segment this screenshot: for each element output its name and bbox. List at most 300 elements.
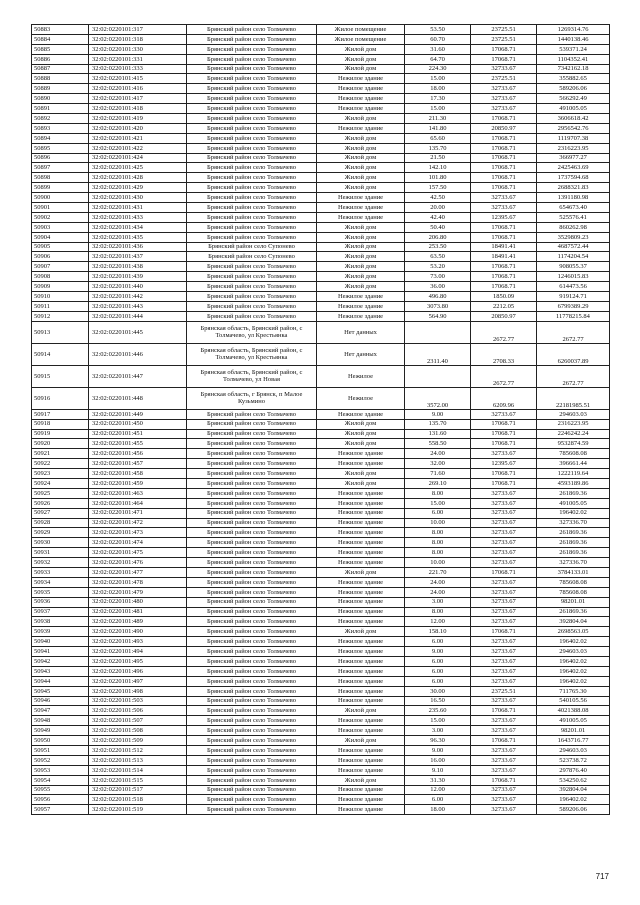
table-row — [32, 409, 610, 419]
specific-value-cell: 32733.67 — [471, 597, 537, 607]
area-cell: 31.30 — [405, 775, 471, 785]
address-cell: Брянский район село Толмачево — [187, 558, 317, 568]
table-row — [32, 617, 610, 627]
cadastral-value-cell: 614473.56 — [537, 282, 610, 292]
address-cell: Брянский район село Толмачево — [187, 439, 317, 449]
cadastral-value-cell: 589206.06 — [537, 84, 610, 94]
address-cell: Брянский район село Толмачево — [187, 212, 317, 222]
object-type-cell: Жилой дом — [317, 706, 405, 716]
area-cell: 8.00 — [405, 488, 471, 498]
table-row — [32, 637, 610, 647]
table-row — [32, 746, 610, 756]
object-type-cell: Нежилое здание — [317, 301, 405, 311]
row-number-cell: 50944 — [32, 676, 89, 686]
area-cell: 15.00 — [405, 74, 471, 84]
area-cell: 71.60 — [405, 469, 471, 479]
specific-value-cell: 17068.71 — [471, 429, 537, 439]
area-cell: 141.80 — [405, 123, 471, 133]
specific-value-cell: 17068.71 — [471, 173, 537, 183]
area-cell: 96.30 — [405, 736, 471, 746]
area-cell: 3.00 — [405, 597, 471, 607]
row-number-cell: 50900 — [32, 193, 89, 203]
area-cell: 206.80 — [405, 232, 471, 242]
cadastral-number-cell: 32:02:0220101:475 — [89, 548, 187, 558]
cadastral-number-cell: 32:02:0220101:416 — [89, 84, 187, 94]
cadastral-number-cell: 32:02:0220101:438 — [89, 262, 187, 272]
address-cell: Брянский район село Толмачево — [187, 429, 317, 439]
cadastral-number-cell: 32:02:0220101:318 — [89, 34, 187, 44]
table-row — [32, 726, 610, 736]
cadastral-number-cell: 32:02:0220101:437 — [89, 252, 187, 262]
cadastral-value-cell: 355882.65 — [537, 74, 610, 84]
table-row — [32, 666, 610, 676]
row-number-cell: 50909 — [32, 282, 89, 292]
address-cell: Брянская область, Брянский район, с Толмачево, ул Крестьянка — [187, 343, 317, 365]
table-row — [32, 736, 610, 746]
address-cell: Брянский район село Толмачево — [187, 133, 317, 143]
cadastral-number-cell: 32:02:0220101:503 — [89, 696, 187, 706]
specific-value-cell: 32733.67 — [471, 647, 537, 657]
object-type-cell: Нежилое здание — [317, 203, 405, 213]
row-number-cell: 50894 — [32, 133, 89, 143]
area-cell: 15.00 — [405, 716, 471, 726]
address-cell: Брянский район село Толмачево — [187, 409, 317, 419]
table-row — [32, 292, 610, 302]
table-row — [32, 74, 610, 84]
cadastral-value-cell: 98201.01 — [537, 726, 610, 736]
area-cell: 6.00 — [405, 676, 471, 686]
cadastral-number-cell: 32:02:0220101:481 — [89, 607, 187, 617]
cadastral-value-cell: 2672.77 — [537, 321, 610, 343]
address-cell: Брянский район село Толмачево — [187, 676, 317, 686]
object-type-cell: Жилой дом — [317, 44, 405, 54]
cadastral-value-cell: 98201.01 — [537, 597, 610, 607]
cadastral-number-cell: 32:02:0220101:417 — [89, 94, 187, 104]
address-cell: Брянская область, Брянский район, с Толмачево, ул Крестьянка — [187, 321, 317, 343]
table-row — [32, 419, 610, 429]
area-cell: 9.10 — [405, 765, 471, 775]
row-number-cell: 50890 — [32, 94, 89, 104]
cadastral-number-cell: 32:02:0220101:424 — [89, 153, 187, 163]
object-type-cell: Нежилое здание — [317, 666, 405, 676]
specific-value-cell: 23725.51 — [471, 25, 537, 35]
cadastral-number-cell: 32:02:0220101:474 — [89, 538, 187, 548]
object-type-cell: Нежилое здание — [317, 193, 405, 203]
address-cell: Брянский район село Толмачево — [187, 587, 317, 597]
object-type-cell: Нежилое здание — [317, 755, 405, 765]
row-number-cell: 50929 — [32, 528, 89, 538]
area-cell: 3.00 — [405, 726, 471, 736]
object-type-cell: Нежилое здание — [317, 123, 405, 133]
address-cell: Брянский район село Толмачево — [187, 746, 317, 756]
object-type-cell: Нежилое здание — [317, 518, 405, 528]
area-cell: 9.00 — [405, 647, 471, 657]
address-cell: Брянский район село Толмачево — [187, 114, 317, 124]
area-cell: 6.00 — [405, 508, 471, 518]
cadastral-value-table — [31, 24, 610, 815]
cadastral-value-cell: 1440138.46 — [537, 34, 610, 44]
specific-value-cell: 32733.67 — [471, 666, 537, 676]
cadastral-value-cell: 540105.56 — [537, 696, 610, 706]
address-cell: Брянский район село Толмачево — [187, 498, 317, 508]
table-row — [32, 301, 610, 311]
area-cell: 12.00 — [405, 785, 471, 795]
row-number-cell: 50906 — [32, 252, 89, 262]
row-number-cell: 50931 — [32, 548, 89, 558]
row-number-cell: 50941 — [32, 647, 89, 657]
cadastral-value-cell: 589206.06 — [537, 805, 610, 815]
address-cell: Брянский район село Толмачево — [187, 647, 317, 657]
row-number-cell: 50913 — [32, 321, 89, 343]
cadastral-value-cell: 196402.02 — [537, 508, 610, 518]
cadastral-number-cell: 32:02:0220101:418 — [89, 104, 187, 114]
area-cell: 253.50 — [405, 242, 471, 252]
address-cell: Брянский район село Толмачево — [187, 173, 317, 183]
specific-value-cell: 32733.67 — [471, 795, 537, 805]
row-number-cell: 50889 — [32, 84, 89, 94]
row-number-cell: 50924 — [32, 478, 89, 488]
address-cell: Брянский район село Толмачево — [187, 25, 317, 35]
object-type-cell: Нежилое здание — [317, 577, 405, 587]
specific-value-cell: 32733.67 — [471, 785, 537, 795]
address-cell: Брянский район село Толмачево — [187, 183, 317, 193]
area-cell: 64.70 — [405, 54, 471, 64]
area-cell: 73.00 — [405, 272, 471, 282]
object-type-cell: Жилой дом — [317, 143, 405, 153]
cadastral-value-cell: 261869.36 — [537, 488, 610, 498]
row-number-cell: 50925 — [32, 488, 89, 498]
area-cell: 42.40 — [405, 212, 471, 222]
object-type-cell: Нежилое здание — [317, 558, 405, 568]
address-cell: Брянский район село Толмачево — [187, 262, 317, 272]
area-cell: 6.00 — [405, 666, 471, 676]
cadastral-number-cell: 32:02:0220101:517 — [89, 785, 187, 795]
area-cell: 15.00 — [405, 498, 471, 508]
cadastral-value-cell: 785608.08 — [537, 577, 610, 587]
area-cell: 15.00 — [405, 104, 471, 114]
object-type-cell: Нежилое здание — [317, 212, 405, 222]
row-number-cell: 50899 — [32, 183, 89, 193]
table-row — [32, 34, 610, 44]
area-cell — [405, 365, 471, 387]
table-row — [32, 508, 610, 518]
cadastral-number-cell: 32:02:0220101:494 — [89, 647, 187, 657]
cadastral-number-cell: 32:02:0220101:420 — [89, 123, 187, 133]
row-number-cell: 50926 — [32, 498, 89, 508]
area-cell: 235.60 — [405, 706, 471, 716]
area-cell: 6.00 — [405, 795, 471, 805]
object-type-cell: Жилой дом — [317, 272, 405, 282]
row-number-cell: 50896 — [32, 153, 89, 163]
specific-value-cell: 17068.71 — [471, 736, 537, 746]
specific-value-cell: 2212.05 — [471, 301, 537, 311]
cadastral-value-cell: 1246015.83 — [537, 272, 610, 282]
cadastral-number-cell: 32:02:0220101:515 — [89, 775, 187, 785]
address-cell: Брянский район село Толмачево — [187, 518, 317, 528]
row-number-cell: 50956 — [32, 795, 89, 805]
area-cell: 30.00 — [405, 686, 471, 696]
object-type-cell: Нежилое здание — [317, 726, 405, 736]
object-type-cell: Нежилое здание — [317, 716, 405, 726]
table-row — [32, 577, 610, 587]
cadastral-value-cell: 11778215.84 — [537, 311, 610, 321]
object-type-cell: Нежилое здание — [317, 637, 405, 647]
cadastral-number-cell: 32:02:0220101:419 — [89, 114, 187, 124]
cadastral-value-cell: 261869.36 — [537, 607, 610, 617]
specific-value-cell: 23725.51 — [471, 686, 537, 696]
cadastral-value-cell: 9532874.59 — [537, 439, 610, 449]
cadastral-number-cell: 32:02:0220101:451 — [89, 429, 187, 439]
address-cell: Брянский район село Толмачево — [187, 716, 317, 726]
row-number-cell: 50923 — [32, 469, 89, 479]
address-cell: Брянский район село Толмачево — [187, 805, 317, 815]
object-type-cell: Жилой дом — [317, 54, 405, 64]
cadastral-number-cell: 32:02:0220101:330 — [89, 44, 187, 54]
table-row — [32, 518, 610, 528]
address-cell: Брянский район село Толмачево — [187, 222, 317, 232]
area-cell: 101.80 — [405, 173, 471, 183]
object-type-cell: Жилой дом — [317, 736, 405, 746]
specific-value-cell: 17068.71 — [471, 183, 537, 193]
row-number-cell: 50908 — [32, 272, 89, 282]
specific-value-cell: 17068.71 — [471, 163, 537, 173]
table-row — [32, 272, 610, 282]
area-cell: 32.00 — [405, 459, 471, 469]
cadastral-number-cell: 32:02:0220101:463 — [89, 488, 187, 498]
specific-value-cell: 17068.71 — [471, 44, 537, 54]
row-number-cell: 50920 — [32, 439, 89, 449]
address-cell: Брянская область, Брянский район, с Толмачево, ул Новая — [187, 365, 317, 387]
cadastral-value-cell: 525576.41 — [537, 212, 610, 222]
object-type-cell: Жилой дом — [317, 419, 405, 429]
cadastral-value-cell: 7342162.18 — [537, 64, 610, 74]
area-cell: 211.30 — [405, 114, 471, 124]
cadastral-value-cell: 2956542.76 — [537, 123, 610, 133]
area-cell: 3073.80 — [405, 301, 471, 311]
row-number-cell: 50887 — [32, 64, 89, 74]
row-number-cell: 50932 — [32, 558, 89, 568]
specific-value-cell: 32733.67 — [471, 449, 537, 459]
area-cell: 10.00 — [405, 558, 471, 568]
cadastral-number-cell: 32:02:0220101:495 — [89, 656, 187, 666]
row-number-cell: 50891 — [32, 104, 89, 114]
specific-value-cell: 32733.67 — [471, 676, 537, 686]
table-row — [32, 252, 610, 262]
object-type-cell: Нежилое здание — [317, 84, 405, 94]
cadastral-value-cell: 261869.36 — [537, 548, 610, 558]
table-row — [32, 706, 610, 716]
cadastral-number-cell: 32:02:0220101:480 — [89, 597, 187, 607]
row-number-cell: 50938 — [32, 617, 89, 627]
specific-value-cell: 32733.67 — [471, 538, 537, 548]
area-cell: 564.90 — [405, 311, 471, 321]
table-row — [32, 548, 610, 558]
table-row — [32, 587, 610, 597]
object-type-cell: Нежилое здание — [317, 449, 405, 459]
row-number-cell: 50952 — [32, 755, 89, 765]
address-cell: Брянский район село Толмачево — [187, 775, 317, 785]
address-cell: Брянский район село Толмачево — [187, 54, 317, 64]
row-number-cell: 50888 — [32, 74, 89, 84]
address-cell: Брянский район село Толмачево — [187, 419, 317, 429]
row-number-cell: 50955 — [32, 785, 89, 795]
area-cell: 12.00 — [405, 617, 471, 627]
address-cell: Брянский район село Толмачево — [187, 538, 317, 548]
cadastral-value-cell: 534250.62 — [537, 775, 610, 785]
cadastral-number-cell: 32:02:0220101:422 — [89, 143, 187, 153]
cadastral-number-cell: 32:02:0220101:493 — [89, 637, 187, 647]
address-cell: Брянский район село Толмачево — [187, 104, 317, 114]
area-cell: 31.60 — [405, 44, 471, 54]
cadastral-number-cell: 32:02:0220101:518 — [89, 795, 187, 805]
area-cell: 9.00 — [405, 746, 471, 756]
object-type-cell: Жилой дом — [317, 469, 405, 479]
cadastral-number-cell: 32:02:0220101:457 — [89, 459, 187, 469]
table-row — [32, 222, 610, 232]
specific-value-cell: 17068.71 — [471, 114, 537, 124]
cadastral-number-cell: 32:02:0220101:450 — [89, 419, 187, 429]
cadastral-value-cell: 3784133.01 — [537, 567, 610, 577]
object-type-cell: Нежилое здание — [317, 686, 405, 696]
object-type-cell: Нежилое здание — [317, 597, 405, 607]
specific-value-cell: 17068.71 — [471, 282, 537, 292]
cadastral-value-cell: 2688321.83 — [537, 183, 610, 193]
area-cell: 60.70 — [405, 34, 471, 44]
address-cell: Брянский район село Толмачево — [187, 597, 317, 607]
address-cell: Брянский район село Толмачево — [187, 311, 317, 321]
table-row — [32, 25, 610, 35]
cadastral-number-cell: 32:02:0220101:464 — [89, 498, 187, 508]
address-cell: Брянский район село Толмачево — [187, 488, 317, 498]
row-number-cell: 50950 — [32, 736, 89, 746]
object-type-cell: Жилой дом — [317, 64, 405, 74]
specific-value-cell: 17068.71 — [471, 222, 537, 232]
specific-value-cell: 17068.71 — [471, 706, 537, 716]
object-type-cell: Нежилое здание — [317, 785, 405, 795]
cadastral-value-cell: 566292.49 — [537, 94, 610, 104]
specific-value-cell: 20850.97 — [471, 123, 537, 133]
cadastral-value-cell: 1391180.98 — [537, 193, 610, 203]
area-cell: 53.50 — [405, 25, 471, 35]
row-number-cell: 50917 — [32, 409, 89, 419]
specific-value-cell: 17068.71 — [471, 419, 537, 429]
object-type-cell: Жилое помещение — [317, 25, 405, 35]
table-row — [32, 123, 610, 133]
address-cell: Брянский район село Толмачево — [187, 696, 317, 706]
area-cell: 6.00 — [405, 656, 471, 666]
address-cell: Брянский район село Толмачево — [187, 163, 317, 173]
cadastral-value-cell: 908055.37 — [537, 262, 610, 272]
object-type-cell: Нежилое здание — [317, 459, 405, 469]
table-row — [32, 765, 610, 775]
specific-value-cell: 17068.71 — [471, 54, 537, 64]
area-cell: 21.50 — [405, 153, 471, 163]
row-number-cell: 50957 — [32, 805, 89, 815]
table-row — [32, 498, 610, 508]
table-row — [32, 387, 610, 409]
cadastral-value-cell: 4593189.86 — [537, 478, 610, 488]
object-type-cell: Нежилое — [317, 387, 405, 409]
specific-value-cell: 17068.71 — [471, 567, 537, 577]
area-cell: 8.00 — [405, 548, 471, 558]
cadastral-value-cell: 22181985.51 — [537, 387, 610, 409]
row-number-cell: 50921 — [32, 449, 89, 459]
object-type-cell: Жилой дом — [317, 439, 405, 449]
cadastral-value-cell: 3529809.23 — [537, 232, 610, 242]
cadastral-number-cell: 32:02:0220101:506 — [89, 706, 187, 716]
specific-value-cell: 23725.51 — [471, 74, 537, 84]
address-cell: Брянский район село Толмачево — [187, 706, 317, 716]
object-type-cell: Нежилое здание — [317, 94, 405, 104]
cadastral-number-cell: 32:02:0220101:509 — [89, 736, 187, 746]
specific-value-cell: 32733.67 — [471, 94, 537, 104]
object-type-cell: Жилой дом — [317, 252, 405, 262]
specific-value-cell: 32733.67 — [471, 765, 537, 775]
row-number-cell: 50912 — [32, 311, 89, 321]
object-type-cell: Нежилое здание — [317, 656, 405, 666]
area-cell: 65.60 — [405, 133, 471, 143]
cadastral-value-cell: 327336.70 — [537, 518, 610, 528]
specific-value-cell: 32733.67 — [471, 716, 537, 726]
address-cell: Брянский район село Толмачево — [187, 508, 317, 518]
area-cell: 269.10 — [405, 478, 471, 488]
table-row — [32, 163, 610, 173]
specific-value-cell: 18491.41 — [471, 242, 537, 252]
page-number: 717 — [595, 872, 609, 881]
table-row — [32, 488, 610, 498]
specific-value-cell: 17068.71 — [471, 133, 537, 143]
address-cell: Брянский район село Толмачево — [187, 301, 317, 311]
cadastral-number-cell: 32:02:0220101:507 — [89, 716, 187, 726]
object-type-cell: Нежилое здание — [317, 311, 405, 321]
cadastral-value-cell: 2672.77 — [537, 365, 610, 387]
table-row — [32, 242, 610, 252]
cadastral-number-cell: 32:02:0220101:333 — [89, 64, 187, 74]
object-type-cell: Жилой дом — [317, 478, 405, 488]
address-cell: Брянская область, г Брянск, п Малое Кузьмино — [187, 387, 317, 409]
cadastral-number-cell: 32:02:0220101:497 — [89, 676, 187, 686]
area-cell: 17.30 — [405, 94, 471, 104]
row-number-cell: 50892 — [32, 114, 89, 124]
table-row — [32, 321, 610, 343]
table-row — [32, 567, 610, 577]
cadastral-number-cell: 32:02:0220101:421 — [89, 133, 187, 143]
cadastral-number-cell: 32:02:0220101:430 — [89, 193, 187, 203]
address-cell: Брянский район село Толмачево — [187, 203, 317, 213]
object-type-cell: Нежилое здание — [317, 74, 405, 84]
table-row — [32, 84, 610, 94]
address-cell: Брянский район село Толмачево — [187, 795, 317, 805]
address-cell: Брянский район село Толмачево — [187, 469, 317, 479]
address-cell: Брянский район село Толмачево — [187, 478, 317, 488]
object-type-cell: Нежилое здание — [317, 746, 405, 756]
row-number-cell: 50884 — [32, 34, 89, 44]
specific-value-cell: 32733.67 — [471, 726, 537, 736]
cadastral-value-cell: 654673.40 — [537, 203, 610, 213]
table-row — [32, 805, 610, 815]
table-row — [32, 558, 610, 568]
table-row — [32, 212, 610, 222]
cadastral-number-cell: 32:02:0220101:498 — [89, 686, 187, 696]
cadastral-value-cell: 2425463.69 — [537, 163, 610, 173]
area-cell: 496.80 — [405, 292, 471, 302]
row-number-cell: 50937 — [32, 607, 89, 617]
area-cell: 224.30 — [405, 64, 471, 74]
area-cell: 3572.00 — [405, 387, 471, 409]
row-number-cell: 50940 — [32, 637, 89, 647]
address-cell: Брянский район село Толмачево — [187, 666, 317, 676]
area-cell: 50.40 — [405, 222, 471, 232]
